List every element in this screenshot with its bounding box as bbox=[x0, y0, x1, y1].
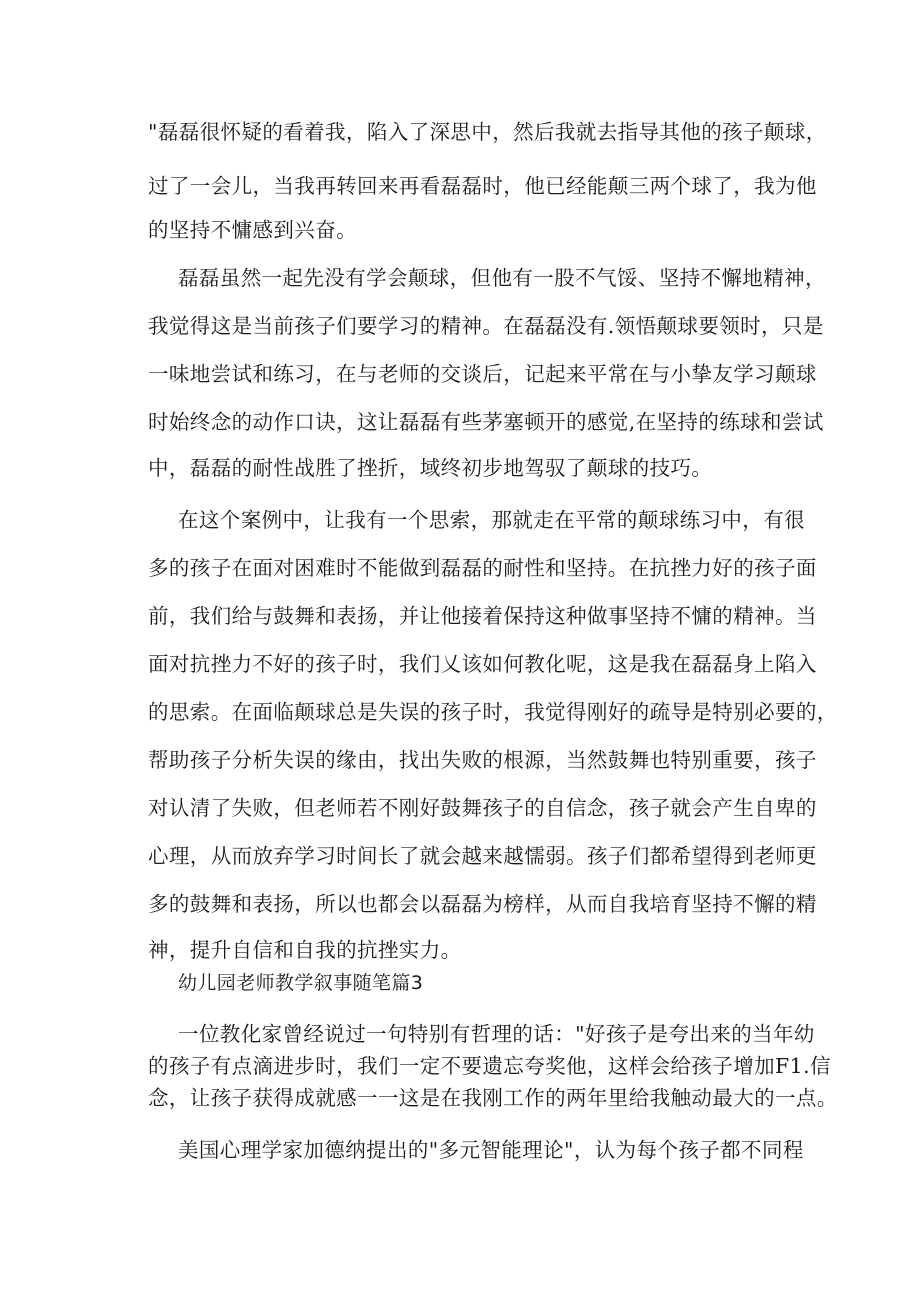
section-heading: 幼儿园老师教学叙事随笔篇3 bbox=[178, 972, 424, 994]
paragraph-3-line-5: 的思索。在面临颠球总是失误的孩子时，我觉得刚好的疏导是特别必要的， bbox=[148, 700, 838, 724]
paragraph-2-line-3: 一味地尝试和练习，在与老师的交谈后，记起来平常在与小挚友学习颠球 bbox=[148, 362, 817, 386]
paragraph-1-line-2: 过了一会儿，当我再转回来再看磊磊时，他已经能颠三两个球了，我为他 bbox=[148, 174, 817, 198]
paragraph-3-line-4: 面对抗挫力不好的孩子时，我们乂该如何教化呢，这是我在磊磊身上陷入 bbox=[148, 652, 817, 676]
paragraph-3-line-7: 对认清了失败，但老师若不刚好鼓舞孩子的自信念，孩子就会产生自卑的 bbox=[148, 796, 817, 820]
paragraph-1-line-1: "磊磊很怀疑的看着我，陷入了深思中，然后我就去指导其他的孩子颠球， bbox=[148, 120, 827, 144]
section3-line-2: 的孩子有点滴进步时，我们一定不要遗忘夸奖他，这样会给孩子增加F1.信 bbox=[148, 1054, 831, 1078]
paragraph-2-line-4: 时始终念的动作口诀，这让磊磊有些茅塞顿开的感觉,在坚持的练球和尝试 bbox=[148, 410, 824, 434]
section3-line-3: 念，让孩子获得成就感一一这是在我刚工作的两年里给我触动最大的一点。 bbox=[148, 1086, 838, 1110]
paragraph-3-line-10: 神，提升自信和自我的抗挫实力。 bbox=[148, 938, 462, 962]
last-paragraph-line-1: 美国心理学家加德纳提出的"多元智能理论"，认为每个孩子都不同程 bbox=[178, 1138, 804, 1162]
section3-line-1: 一位教化家曾经说过一句特别有哲理的话："好孩子是夸出来的当年幼 bbox=[178, 1022, 815, 1046]
paragraph-2-line-2: 我觉得这是当前孩子们要学习的精神。在磊磊没有.领悟颠球要领时，只是 bbox=[148, 314, 824, 338]
paragraph-1-line-3: 的坚持不慵感到兴奋。 bbox=[148, 218, 357, 242]
paragraph-3-line-2: 多的孩子在面对困难时不能做到磊磊的耐性和坚持。在抗挫力好的孩子面 bbox=[148, 556, 817, 580]
paragraph-3-line-8: 心理，从而放弃学习时间长了就会越来越懦弱。孩子们都希望得到老师更 bbox=[148, 844, 817, 868]
paragraph-3-line-3: 前，我们给与鼓舞和表扬，并让他接着保持这种做事坚持不慵的精神。当 bbox=[148, 604, 817, 628]
paragraph-2-line-5: 中，磊磊的耐性战胜了挫折，域终初步地驾驭了颠球的技巧。 bbox=[148, 456, 713, 480]
paragraph-3-line-1: 在这个案例中，让我有一个思索，那就走在平常的颠球练习中，有很 bbox=[178, 508, 805, 532]
paragraph-3-line-6: 帮助孩子分析失误的缘由，找出失败的根源，当然鼓舞也特别重要，孩子 bbox=[148, 748, 817, 772]
paragraph-2-line-1: 磊磊虽然一起先没有学会颠球，但他有一股不气馁、坚持不懈地精神， bbox=[178, 266, 826, 290]
paragraph-3-line-9: 多的鼓舞和表扬，所以也都会以磊磊为榜样，从而自我培育坚持不懈的精 bbox=[148, 892, 817, 916]
